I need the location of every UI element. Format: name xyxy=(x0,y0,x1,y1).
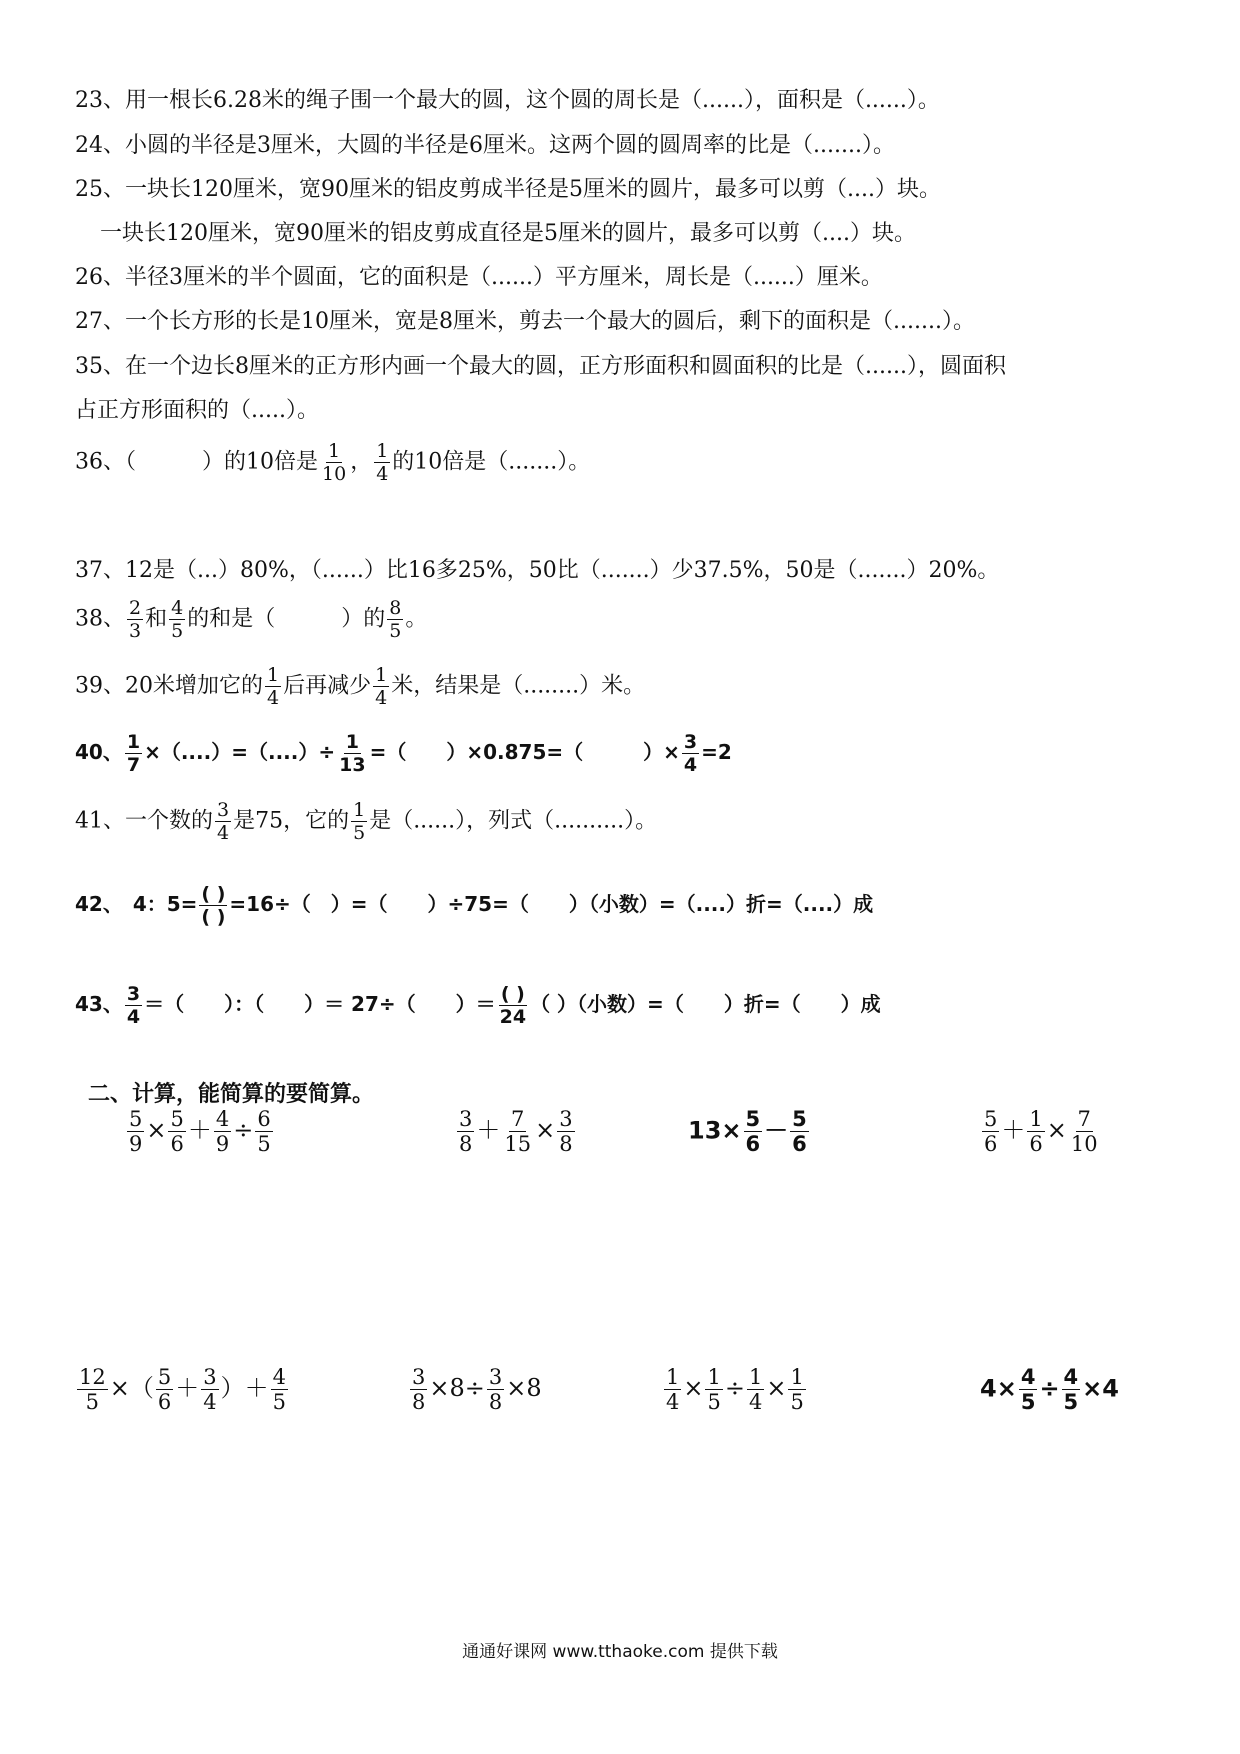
calc-fraction: $\frac{1}{5}$ xyxy=(707,1365,721,1414)
calc-fraction: $\frac{6}{5}$ xyxy=(257,1107,271,1156)
calc-operator: ＋ xyxy=(1001,1116,1026,1144)
q40-text-a: 40、 xyxy=(75,740,123,764)
q41-text-b: 是75，它的 xyxy=(233,808,350,834)
q40-text-c: =（ ）×0.875=（ ）× xyxy=(369,740,680,764)
calc-expression-6 xyxy=(408,1366,542,1413)
calc-fraction: $\frac{5}{6}$ xyxy=(170,1107,184,1156)
fraction-three-quarters-b: $\frac{3}{4}$ xyxy=(217,799,230,844)
calc-operator: ×8÷ xyxy=(429,1374,485,1402)
calc-fraction: $\frac{3}{8}$ xyxy=(412,1365,426,1414)
fraction-one-quarter-a: $\frac{1}{4}$ xyxy=(267,664,280,709)
q41-text-a: 41、一个数的 xyxy=(75,808,213,834)
question-41 xyxy=(75,800,657,843)
question-35b: 占正方形面积的（.....）。 xyxy=(75,398,319,423)
fraction-one-thirteenth: $\frac{1}{13}$ xyxy=(339,731,366,776)
calc-fraction: $\frac{4}{5}$ xyxy=(272,1365,286,1414)
q38-text-d: 。 xyxy=(405,606,428,632)
calc-operator: × xyxy=(766,1374,787,1402)
question-25a: 25、一块长120厘米，宽90厘米的铝皮剪成半径是5厘米的圆片，最多可以剪（....）块。 xyxy=(75,177,941,202)
calc-expression-5 xyxy=(75,1366,290,1413)
calc-fraction: $\frac{3}{8}$ xyxy=(459,1107,473,1156)
q36-text-a: 36、（ ）的10倍是 xyxy=(75,449,318,475)
question-37: 37、12是（...）80%，（......）比16多25%，50比（.......）少37.5%，50是（.......）20%。 xyxy=(75,558,1000,583)
q42-text-b: =16÷（ ）=（ ）÷75=（ ）（小数）=（....）折=（....）成 xyxy=(229,892,874,916)
question-24: 24、小圆的半径是3厘米，大圆的半径是6厘米。这两个圆的圆周率的比是（.......）。 xyxy=(75,133,895,158)
fraction-one-seventh: $\frac{1}{7}$ xyxy=(126,731,141,776)
calc-expression-8 xyxy=(980,1366,1119,1413)
footer-credit: 通通好课网 www.tthaoke.com 提供下载 xyxy=(462,1642,778,1662)
fraction-one-quarter-b: $\frac{1}{4}$ xyxy=(375,664,388,709)
q41-text-c: 是（......），列式（..........）。 xyxy=(369,808,658,834)
question-35a: 35、在一个边长8厘米的正方形内画一个最大的圆，正方形面积和圆面积的比是（......），圆面积 xyxy=(75,354,1006,379)
calc-operator: × xyxy=(535,1116,556,1144)
q36-text-b: ， xyxy=(350,449,373,475)
calc-fraction: $\frac{12}{5}$ xyxy=(79,1365,106,1414)
calc-fraction: $\frac{4}{5}$ xyxy=(1063,1365,1079,1414)
calc-expression-3 xyxy=(688,1108,811,1155)
calc-fraction: $\frac{5}{6}$ xyxy=(984,1107,998,1156)
q42-text-a: 42、 4：5= xyxy=(75,892,198,916)
calc-fraction: $\frac{1}{4}$ xyxy=(666,1365,680,1414)
question-36 xyxy=(75,441,590,484)
q39-text-a: 39、20米增加它的 xyxy=(75,673,263,699)
question-38 xyxy=(75,598,427,641)
q38-text-c: 的和是（ ）的 xyxy=(187,606,386,632)
q43-text-a: 43、 xyxy=(75,992,123,1016)
question-25b: 一块长120厘米，宽90厘米的铝皮剪成直径是5厘米的圆片，最多可以剪（....）块。 xyxy=(100,221,916,246)
calc-operator: ＋ xyxy=(187,1116,212,1144)
question-42 xyxy=(75,884,873,927)
calc-fraction: $\frac{4}{5}$ xyxy=(1020,1365,1036,1414)
calc-fraction: $\frac{5}{9}$ xyxy=(129,1107,143,1156)
q43-text-b: ＝（ ）：（ ）＝ 27÷（ ）＝ xyxy=(144,992,496,1016)
calc-operator: ÷ xyxy=(233,1116,254,1144)
question-27: 27、一个长方形的长是10厘米，宽是8厘米，剪去一个最大的圆后，剩下的面积是（.......）。 xyxy=(75,309,975,334)
calc-expression-7 xyxy=(662,1366,808,1413)
calc-fraction: $\frac{3}{4}$ xyxy=(203,1365,217,1414)
calc-operator: ÷ xyxy=(724,1374,745,1402)
q40-text-d: =2 xyxy=(701,740,732,764)
fraction-three-quarters-c: $\frac{3}{4}$ xyxy=(126,983,141,1028)
calc-operator: ×（ xyxy=(109,1374,154,1402)
fraction-blank-24: $\frac{( )}{24}$ xyxy=(499,983,527,1028)
q40-text-b: ×（....）=（....）÷ xyxy=(144,740,336,764)
calc-fraction: $\frac{5}{6}$ xyxy=(157,1365,172,1414)
calc-expression-2 xyxy=(455,1108,577,1155)
calc-fraction: $\frac{5}{6}$ xyxy=(745,1107,761,1156)
q39-text-b: 后再减少 xyxy=(283,673,372,699)
calc-fraction: $\frac{4}{9}$ xyxy=(215,1107,230,1156)
question-40 xyxy=(75,732,732,775)
calc-operator: 4× xyxy=(980,1374,1017,1403)
calc-operator: ＋ xyxy=(175,1374,200,1402)
calc-fraction: $\frac{3}{8}$ xyxy=(559,1107,573,1156)
fraction-one-fifth: $\frac{1}{5}$ xyxy=(353,799,366,844)
fraction-eight-fifths: $\frac{8}{5}$ xyxy=(389,597,402,642)
question-23: 23、用一根长6.28米的绳子围一个最大的圆，这个圆的周长是（......），面积是（......）。 xyxy=(75,88,940,113)
calc-operator: × xyxy=(146,1116,167,1144)
calc-expression-4 xyxy=(980,1108,1102,1155)
q38-text-b: 和 xyxy=(145,606,168,632)
calc-fraction: $\frac{7}{15}$ xyxy=(504,1107,532,1156)
calc-operator: × xyxy=(683,1374,704,1402)
calc-operator: × xyxy=(1046,1116,1067,1144)
calc-fraction: $\frac{1}{6}$ xyxy=(1029,1107,1043,1156)
calc-fraction: $\frac{1}{4}$ xyxy=(748,1365,763,1414)
calc-operator: ×8 xyxy=(506,1374,542,1402)
calc-fraction: $\frac{7}{10}$ xyxy=(1070,1107,1098,1156)
fraction-one-quarter: $\frac{1}{4}$ xyxy=(376,440,389,485)
question-43 xyxy=(75,984,881,1027)
question-26: 26、半径3厘米的半个圆面，它的面积是（......）平方厘米，周长是（......）厘米。 xyxy=(75,265,883,290)
fraction-two-thirds: $\frac{2}{3}$ xyxy=(129,597,142,642)
calc-operator: ＋ xyxy=(476,1116,501,1144)
fraction-four-fifths: $\frac{4}{5}$ xyxy=(171,597,184,642)
calc-fraction: $\frac{1}{5}$ xyxy=(790,1365,804,1414)
q38-text-a: 38、 xyxy=(75,606,125,632)
q43-text-c: （ ）（小数）=（ ）折=（ ）成 xyxy=(530,992,881,1016)
calc-operator: ）＋ xyxy=(220,1374,269,1402)
calc-operator: － xyxy=(764,1116,789,1145)
section-heading: 二、计算，能简算的要简算。 xyxy=(88,1081,375,1107)
calc-fraction: $\frac{3}{8}$ xyxy=(488,1365,503,1414)
calc-operator: 13× xyxy=(688,1116,742,1145)
q39-text-c: 米，结果是（........）米。 xyxy=(391,673,646,699)
fraction-one-tenth: $\frac{1}{10}$ xyxy=(322,440,347,485)
calc-operator: ÷ xyxy=(1039,1374,1060,1403)
fraction-blank-blank: $\frac{( )}{( )}$ xyxy=(201,883,226,928)
q36-text-c: 的10倍是（.......）。 xyxy=(392,449,591,475)
calc-expression-1 xyxy=(125,1108,275,1155)
calc-fraction: $\frac{5}{6}$ xyxy=(792,1107,807,1156)
calc-operator: ×4 xyxy=(1082,1374,1119,1403)
question-39 xyxy=(75,665,645,708)
fraction-three-quarters: $\frac{3}{4}$ xyxy=(683,731,698,776)
